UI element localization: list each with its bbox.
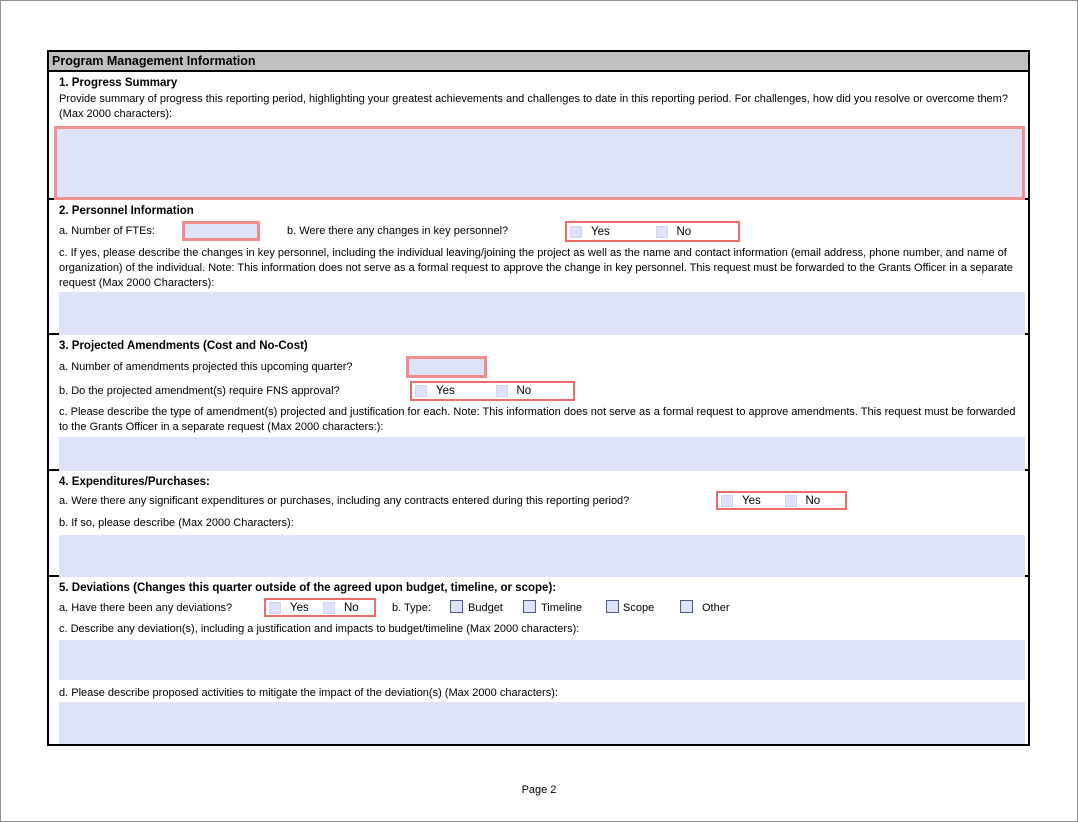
deviation-type-label: b. Type: [392, 602, 431, 614]
deviation-type-timeline-checkbox[interactable] [523, 600, 536, 613]
yes-label: Yes [436, 385, 455, 397]
deviations-yes-checkbox[interactable] [269, 602, 281, 614]
form-title: Program Management Information [52, 54, 256, 68]
deviation-type-other-label: Other [702, 602, 730, 614]
deviation-type-budget-checkbox[interactable] [450, 600, 463, 613]
no-label: No [676, 225, 692, 238]
expenditures-no-checkbox[interactable] [785, 495, 797, 507]
amendments-title: 3. Projected Amendments (Cost and No-Cost) [59, 340, 308, 352]
personnel-changes-no-checkbox[interactable] [656, 226, 668, 238]
fns-approval-yes-checkbox[interactable] [415, 385, 427, 397]
deviations-describe-label: c. Describe any deviation(s), including a justification and impacts to budget/timeline (Max 2000 characters): [59, 623, 580, 635]
personnel-changes-label: b. Were there any changes in key personnel? [287, 225, 509, 237]
fns-approval-label: b. Do the projected amendment(s) require FNS approval? [59, 385, 340, 397]
program-management-form [47, 50, 1030, 746]
progress-summary-description: Provide summary of progress this reporting period, highlighting your greatest achievements and challenges to date in this reporting period. For challenges, how did you resolve or overcome them? (Max 2000 characters): [59, 93, 1008, 120]
section-personnel-information [49, 200, 1028, 335]
fns-approval-yesno-group [410, 381, 575, 401]
deviation-type-scope-label: Scope [623, 602, 655, 614]
progress-summary-textarea[interactable] [54, 126, 1025, 200]
section-expenditures-purchases [49, 471, 1028, 577]
deviations-mitigate-label: d. Please describe proposed activities to mitigate the impact of the deviation(s) (Max 2000 characters): [59, 687, 558, 699]
deviation-type-timeline-label: Timeline [541, 602, 583, 614]
page-number: Page 2 [521, 784, 557, 796]
deviations-no-checkbox[interactable] [323, 602, 335, 614]
deviation-type-scope-checkbox[interactable] [606, 600, 619, 613]
deviations-yesno-group [264, 598, 376, 617]
expenditures-yesno-group [716, 491, 847, 510]
deviation-type-budget-label: Budget [468, 602, 503, 614]
amendments-describe-label: c. Please describe the type of amendment(s) projected and justification for each. Note: This information does not serve as a formal request to approve amendments. This request must be forwarded to the Grants Officer in a separate request (Max 2000 characters:): [59, 406, 1016, 433]
deviations-title: 5. Deviations (Changes this quarter outside of the agreed upon budget, timeline, or scope): [59, 582, 557, 594]
form-header [49, 52, 1028, 72]
yes-label: Yes [742, 494, 761, 507]
expenditures-describe-textarea[interactable] [59, 535, 1025, 582]
fns-approval-no-checkbox[interactable] [496, 385, 508, 397]
amendments-count-input[interactable] [406, 356, 487, 378]
deviation-type-other-checkbox[interactable] [680, 600, 693, 613]
expenditures-title: 4. Expenditures/Purchases: [59, 476, 210, 488]
amendments-count-label: a. Number of amendments projected this upcoming quarter? [59, 361, 353, 373]
expenditures-question-label: a. Were there any significant expenditures or purchases, including any contracts entered during this reporting period? [59, 495, 630, 507]
fte-label: a. Number of FTEs: [59, 225, 155, 237]
expenditures-yes-checkbox[interactable] [721, 495, 733, 507]
section-projected-amendments [49, 335, 1028, 471]
deviations-mitigate-textarea[interactable] [59, 702, 1025, 744]
personnel-title: 2. Personnel Information [59, 205, 194, 217]
no-label: No [805, 494, 821, 507]
personnel-changes-yes-checkbox[interactable] [570, 226, 582, 238]
expenditures-describe-label: b. If so, please describe (Max 2000 Characters): [59, 517, 294, 529]
section-progress-summary [49, 72, 1028, 200]
no-label: No [344, 601, 359, 614]
deviations-describe-textarea[interactable] [59, 640, 1025, 680]
personnel-changes-yesno-group [565, 221, 740, 242]
yes-label: Yes [290, 601, 309, 614]
fte-input[interactable] [182, 221, 260, 241]
deviations-question-label: a. Have there been any deviations? [59, 602, 233, 614]
no-label: No [516, 385, 532, 397]
progress-summary-title: 1. Progress Summary [59, 77, 178, 89]
personnel-describe-label: c. If yes, please describe the changes in key personnel, including the individual leaving/joining the project as well as the name and contact information (email address, phone number, and name of organization) of the individual. Note: This information does not serve as a formal request to approve the change in key personnel. This request must be forwarded to the Grants Officer in a separate request (Max 2000 Characters): [59, 247, 1013, 289]
yes-label: Yes [591, 225, 610, 238]
personnel-describe-textarea[interactable] [59, 292, 1025, 339]
section-deviations [49, 577, 1028, 744]
